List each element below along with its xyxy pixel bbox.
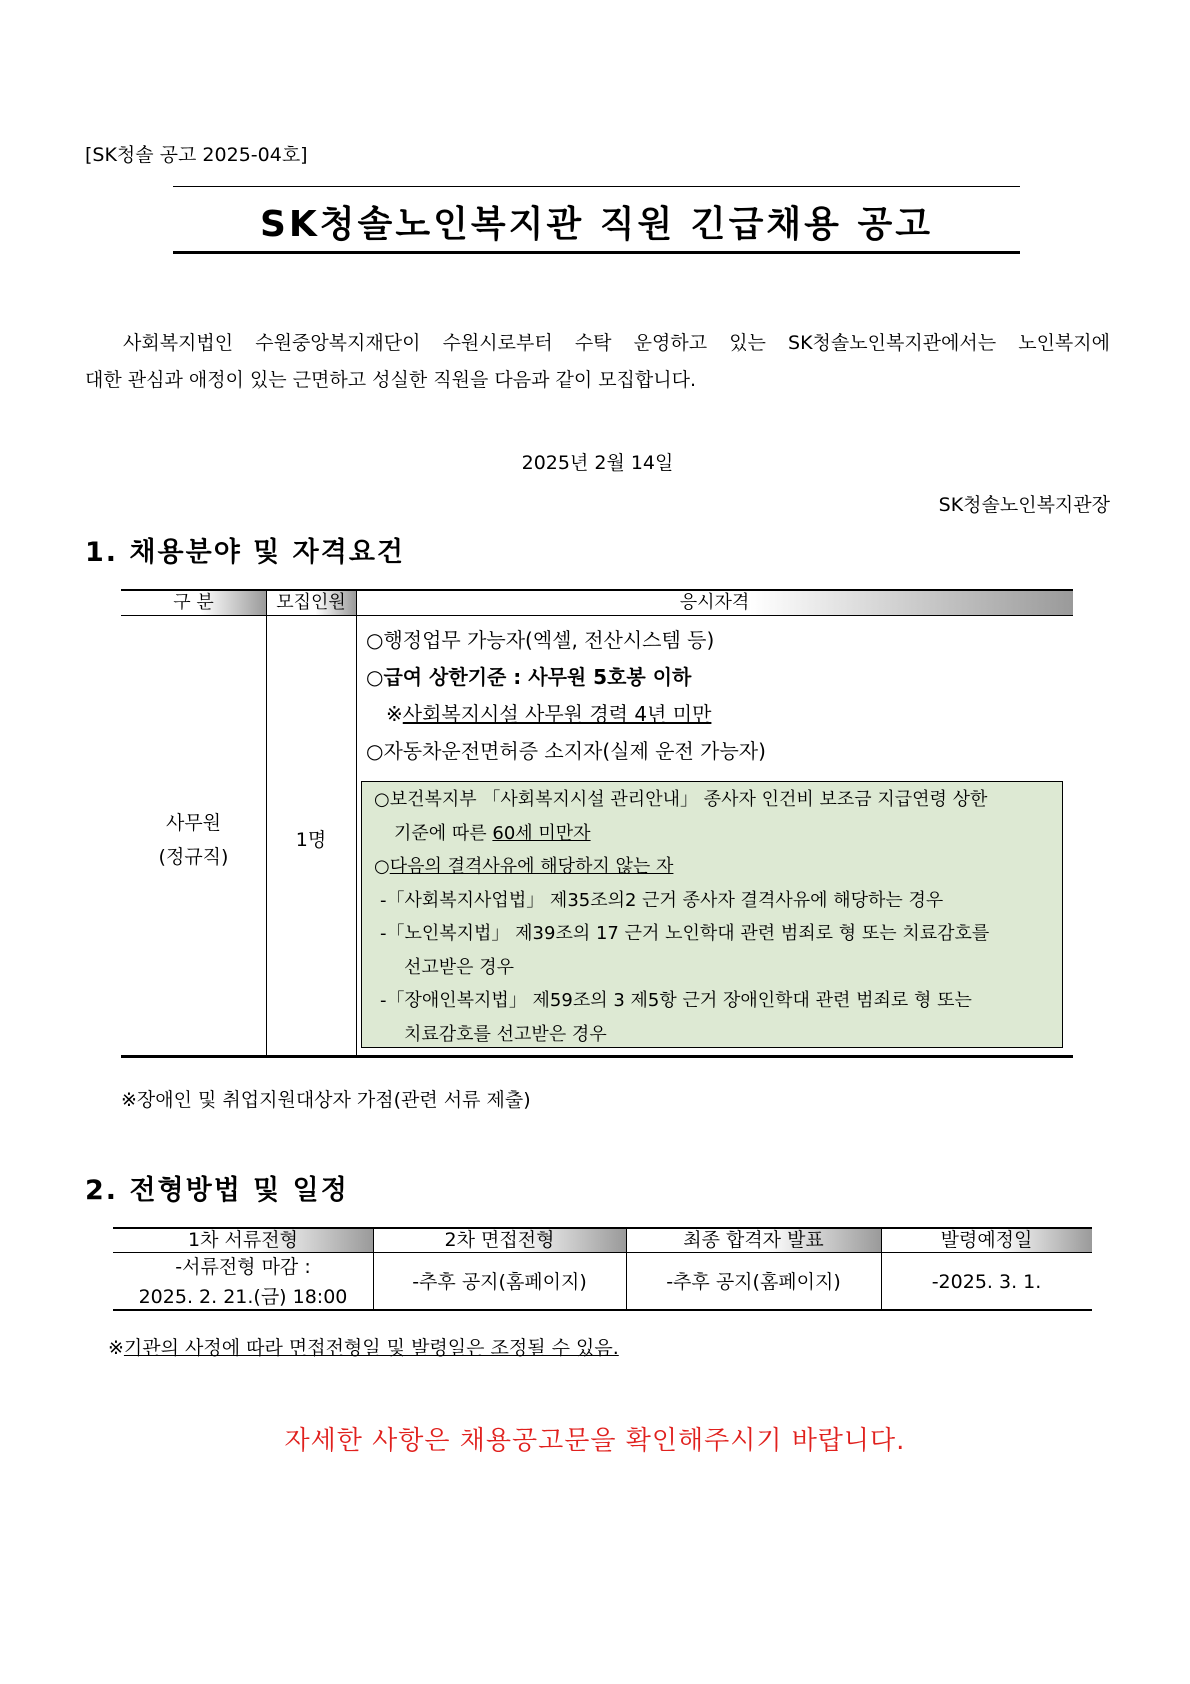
division-name: 사무원: [165, 812, 222, 834]
career-note-text: 사회복지시설 사무원 경력 4년 미만: [402, 702, 712, 726]
box-line-4: -「사회복지사업법」 제35조의2 근거 종사자 결격사유에 해당하는 경우: [380, 889, 944, 911]
table-bottom-rule: [121, 1055, 1073, 1058]
box-line-8: 치료감호를 선고받은 경우: [404, 1023, 607, 1045]
bonus-note: ※장애인 및 취업지원대상자 가점(관련 서류 제출): [121, 1089, 531, 1111]
bullet: ○: [374, 856, 390, 877]
count-cell: 1명: [295, 829, 327, 851]
header-count: 모집인원: [266, 589, 356, 616]
box-line-2: [374, 817, 1062, 851]
table-bottom-rule: [113, 1309, 1092, 1311]
cell-appointment-date: -2025. 3. 1.: [931, 1271, 1042, 1293]
schedule-note: [108, 1333, 619, 1360]
header-document-screening: 1차 서류전형: [113, 1229, 373, 1252]
qual-item-career-note: [386, 698, 711, 727]
eligibility-box: [361, 781, 1063, 1048]
box-line-5: -「노인복지법」 제39조의 17 근거 노인학대 관련 범죄로 형 또는 치료감호를: [380, 923, 990, 944]
division-cell: [121, 806, 266, 874]
note-mark: ※: [386, 702, 403, 726]
qual-item-admin: ○행정업무 가능자(엑셀, 전산시스템 등): [366, 628, 715, 652]
deadline-date: 2025. 2. 21.(금) 18:00: [138, 1286, 348, 1308]
cell-final-announcement: -추후 공지(홈페이지): [666, 1271, 841, 1293]
notice-number: [SK청솔 공고 2025-04호]: [85, 144, 308, 166]
box-line-3: [374, 850, 1062, 884]
schedule-note-text: 기관의 사정에 따라 면접전형일 및 발령일은 조정될 수 있음.: [123, 1337, 619, 1359]
header-division: 구 분: [121, 589, 266, 616]
box-line-1: ○보건복지부 「사회복지시설 관리안내」 종사자 인건비 보조금 지급연령 상한: [374, 789, 988, 810]
closing-message: 자세한 사항은 채용공고문을 확인해주시기 바랍니다.: [284, 1426, 906, 1456]
column-divider: [356, 589, 357, 1057]
schedule-header-row: [113, 1229, 1092, 1253]
header-appointment-date: 발령예정일: [881, 1229, 1092, 1252]
title-top-rule: [173, 186, 1020, 187]
header-interview: 2차 면접전형: [373, 1229, 626, 1252]
header-qualification: 응시자격: [356, 589, 1073, 616]
age-limit-text: 60세 미만자: [492, 822, 591, 844]
cell-document-screening: [113, 1255, 373, 1309]
qualification-table: [121, 589, 1073, 1057]
intro-line-1: 사회복지법인 수원중앙복지재단이 수원시로부터 수탁 운영하고 있는 SK청솔노인복지관에서는 노인복지에: [123, 332, 1110, 354]
intro-line-2: 대한 관심과 애정이 있는 근면하고 성실한 직원을 다음과 같이 모집합니다.: [85, 369, 697, 391]
signer: SK청솔노인복지관장: [938, 494, 1110, 516]
box-line-2-text: 기준에 따른: [394, 822, 493, 844]
intro-paragraph: [85, 325, 1110, 399]
note-mark: ※: [108, 1337, 124, 1359]
cell-interview: -추후 공지(홈페이지): [412, 1271, 587, 1293]
deadline-label: -서류전형 마감 :: [175, 1256, 311, 1278]
header-final-announcement: 최종 합격자 발표: [626, 1229, 881, 1252]
section-1-heading: 1. 채용분야 및 자격요건: [85, 537, 405, 568]
schedule-table: [113, 1227, 1092, 1311]
notice-date: 2025년 2월 14일: [521, 452, 674, 474]
disqualification-text: 다음의 결격사유에 해당하지 않는 자: [389, 856, 674, 877]
title-bottom-rule: [173, 251, 1020, 254]
page-title: SK청솔노인복지관 직원 긴급채용 공고: [259, 204, 934, 245]
qual-item-license: ○자동차운전면허증 소지자(실제 운전 가능자): [366, 739, 766, 763]
box-line-6: 선고받은 경우: [404, 956, 515, 978]
qual-item-salary: ○급여 상한기준 : 사무원 5호봉 이하: [366, 665, 692, 689]
box-line-7: -「장애인복지법」 제59조의 3 제5항 근거 장애인학대 관련 범죄로 형 또는: [380, 990, 972, 1011]
division-type: (정규직): [158, 846, 229, 868]
section-2-heading: 2. 전형방법 및 일정: [85, 1175, 349, 1206]
